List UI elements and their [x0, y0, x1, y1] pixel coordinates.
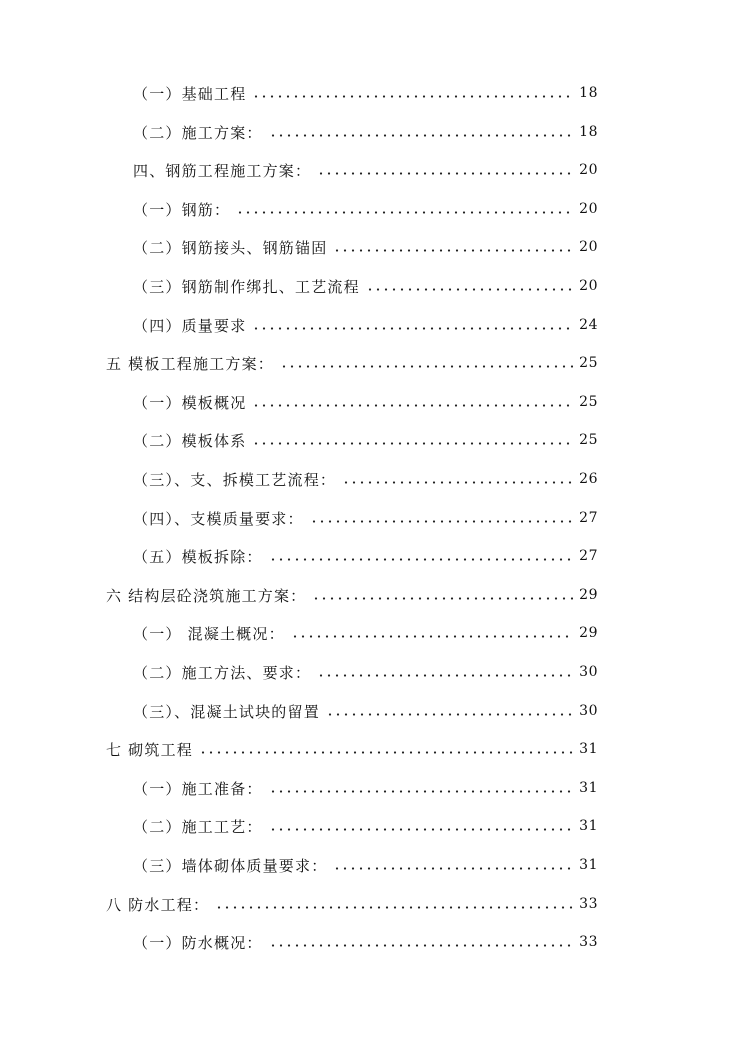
toc-entry[interactable] — [106, 581, 598, 609]
toc-entry-title: （二）施工方案： — [133, 123, 263, 142]
toc-entry-page-number: 29 — [579, 587, 598, 603]
toc-entry[interactable] — [133, 426, 598, 454]
toc-entry[interactable] — [133, 118, 598, 146]
toc-entry-page-number: 25 — [579, 432, 598, 448]
toc-entry-title: （一）钢筋： — [133, 200, 231, 219]
toc-dot-leader — [317, 172, 573, 175]
toc-entry[interactable] — [133, 774, 598, 802]
toc-entry[interactable] — [133, 195, 598, 223]
toc-entry-page-number: 20 — [579, 278, 598, 294]
toc-entry-title: （三）、支、拆模工艺流程： — [133, 470, 337, 489]
toc-entry-title: （二）模板体系 — [133, 431, 247, 450]
toc-entry-title: （三）钢筋制作绑扎、工艺流程 — [133, 277, 360, 296]
toc-dot-leader — [280, 365, 573, 368]
toc-dot-leader — [252, 442, 573, 445]
toc-entry-page-number: 25 — [579, 394, 598, 410]
toc-entry[interactable] — [133, 504, 598, 532]
toc-entry-page-number: 31 — [579, 741, 598, 757]
toc-entry-page-number: 26 — [579, 471, 598, 487]
toc-dot-leader — [252, 95, 573, 98]
toc-entry[interactable] — [133, 928, 598, 956]
toc-dot-leader — [310, 520, 573, 523]
toc-entry-page-number: 31 — [579, 818, 598, 834]
toc-entry[interactable] — [133, 311, 598, 339]
toc-entry-title: （一）施工准备： — [133, 779, 263, 798]
toc-dot-leader — [269, 790, 574, 793]
toc-entry-title: （四）质量要求 — [133, 316, 247, 335]
toc-dot-leader — [252, 404, 573, 407]
toc-entry-title: （三）、混凝土试块的留置 — [133, 702, 320, 721]
toc-dot-leader — [333, 867, 573, 870]
toc-entry-title: （三）墙体砌体质量要求： — [133, 856, 328, 875]
toc-entry-page-number: 33 — [579, 896, 598, 912]
toc-entry-title: 四、钢筋工程施工方案： — [133, 161, 312, 180]
toc-entry[interactable] — [133, 619, 598, 647]
toc-entry-page-number: 30 — [579, 664, 598, 680]
toc-dot-leader — [312, 597, 573, 600]
toc-entry[interactable] — [133, 697, 598, 725]
toc-entry[interactable] — [106, 735, 598, 763]
toc-entry[interactable] — [133, 658, 598, 686]
toc-entry[interactable] — [133, 812, 598, 840]
toc-entry-page-number: 27 — [579, 510, 598, 526]
toc-entry-title: （一）模板概况 — [133, 393, 247, 412]
toc-entry-page-number: 31 — [579, 780, 598, 796]
toc-entry-page-number: 20 — [579, 162, 598, 178]
toc-entry[interactable] — [133, 388, 598, 416]
toc-entry-title: （一） 混凝土概况： — [133, 624, 285, 643]
toc-entry[interactable] — [133, 156, 598, 184]
toc-dot-leader — [269, 558, 574, 561]
toc-entry-title: 五 模板工程施工方案： — [106, 354, 274, 373]
toc-dot-leader — [317, 674, 573, 677]
toc-entry[interactable] — [133, 79, 598, 107]
toc-entry-page-number: 18 — [579, 124, 598, 140]
toc-entry-page-number: 31 — [579, 857, 598, 873]
toc-entry-title: （五）模板拆除： — [133, 547, 263, 566]
toc-dot-leader — [342, 481, 573, 484]
toc-entry-page-number: 33 — [579, 934, 598, 950]
toc-entry-page-number: 20 — [579, 239, 598, 255]
toc-entry-title: （二）钢筋接头、钢筋锚固 — [133, 238, 328, 257]
toc-entry[interactable] — [133, 465, 598, 493]
toc-entry-title: （二）施工工艺： — [133, 817, 263, 836]
toc-dot-leader — [236, 211, 573, 214]
toc-entry-page-number: 30 — [579, 703, 598, 719]
toc-dot-leader — [269, 134, 574, 137]
toc-entry-page-number: 18 — [579, 85, 598, 101]
toc-dot-leader — [291, 635, 573, 638]
toc-entry[interactable] — [133, 542, 598, 570]
toc-entry[interactable] — [133, 233, 598, 261]
toc-entry-title: （一）基础工程 — [133, 84, 247, 103]
toc-entry[interactable] — [106, 890, 598, 918]
toc-dot-leader — [326, 713, 573, 716]
toc-entry-page-number: 27 — [579, 548, 598, 564]
toc-entry-title: （一）防水概况： — [133, 933, 263, 952]
toc-entry-title: （二）施工方法、要求： — [133, 663, 312, 682]
toc-dot-leader — [269, 828, 574, 831]
toc-entry-title: 六 结构层砼浇筑施工方案： — [106, 586, 307, 605]
toc-dot-leader — [215, 906, 573, 909]
toc-entry-title: 八 防水工程： — [106, 895, 210, 914]
toc-dot-leader — [199, 751, 573, 754]
toc-entry-page-number: 20 — [579, 201, 598, 217]
toc-entry[interactable] — [133, 272, 598, 300]
toc-entry[interactable] — [106, 349, 598, 377]
toc-entry-title: （四）、支模质量要求： — [133, 509, 304, 528]
toc-entry-page-number: 25 — [579, 355, 598, 371]
toc-dot-leader — [366, 288, 573, 291]
toc-entry[interactable] — [133, 851, 598, 879]
toc-entry-page-number: 29 — [579, 625, 598, 641]
toc-entry-page-number: 24 — [579, 317, 598, 333]
toc-entry-title: 七 砌筑工程 — [106, 740, 193, 759]
toc-dot-leader — [269, 944, 574, 947]
toc-dot-leader — [333, 249, 573, 252]
toc-dot-leader — [252, 327, 573, 330]
